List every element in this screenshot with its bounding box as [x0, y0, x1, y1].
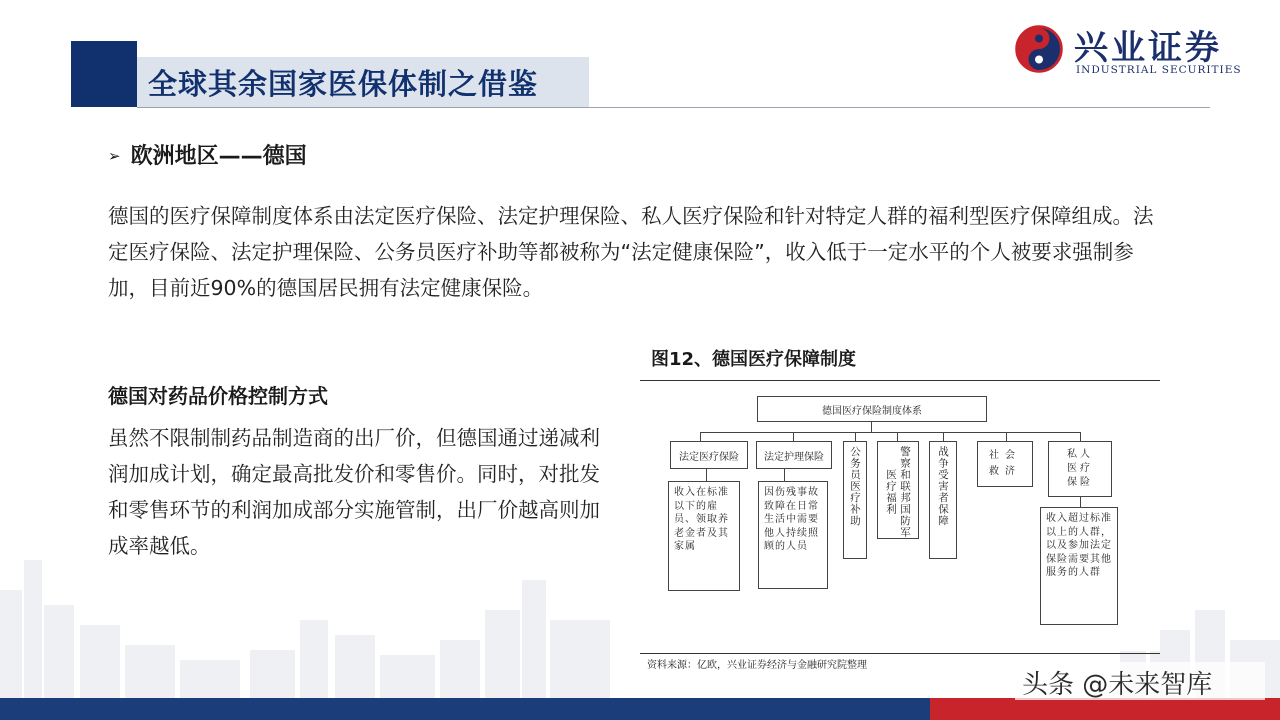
root-node-label: 德国医疗保险制度体系: [822, 405, 922, 417]
connector-b2: [793, 432, 794, 441]
branch-social-assistance-label: 社会救济: [989, 450, 1021, 477]
branch-statutory-health-label: 法定医疗保险: [679, 451, 739, 463]
connector-b1-desc: [706, 469, 707, 481]
branch-statutory-health: [670, 441, 748, 469]
branch-statutory-care-desc: 因伤残事故致障在日常生活中需要他人持续照顾的人员: [758, 481, 828, 589]
branch-statutory-care-label: 法定护理保险: [764, 451, 824, 463]
branch-private-label: 私人医疗保险: [1067, 449, 1093, 488]
branch-statutory-care: [756, 441, 832, 469]
footer-accent: [930, 698, 1280, 720]
connector-horizontal: [700, 432, 1080, 433]
connector-b7-desc: [1080, 497, 1081, 507]
swirl-logo-icon: [1012, 22, 1066, 76]
branch-private-desc: 收入超过标准以上的人群，以及参加法定保险需要其他服务的人群: [1040, 507, 1118, 625]
branch-war-victims-label: 战争受害者保障: [937, 446, 949, 527]
figure-title: 图12、德国医疗保障制度: [651, 349, 857, 370]
section-heading-text: 欧洲地区——德国: [130, 144, 307, 169]
header-divider: [137, 107, 1210, 108]
section-heading: [108, 139, 307, 170]
company-logo: [1012, 20, 1262, 82]
figure-bottom-rule: [640, 653, 1160, 654]
connector-b6: [1006, 432, 1007, 441]
drug-price-heading: 德国对药品价格控制方式: [108, 384, 328, 408]
connector-b5: [943, 432, 944, 441]
page-title: 全球其余国家医保体制之借鉴: [148, 67, 539, 101]
connector-b7: [1080, 432, 1081, 441]
branch-civil-servant: [843, 441, 867, 559]
connector-b1: [700, 432, 701, 441]
connector-b4: [897, 432, 898, 441]
arrow-bullet-icon: ➢: [108, 147, 121, 165]
root-node: [757, 396, 987, 422]
branch-private: [1048, 441, 1112, 497]
watermark-text: 头条 @未来智库: [1022, 670, 1213, 700]
figure-source: 资料来源：亿欧，兴业证券经济与金融研究院整理: [647, 660, 867, 671]
connector-b3: [855, 432, 856, 441]
drug-price-text: 虽然不限制制药品制造商的出厂价，但德国通过递减利润加成计划，确定最高批发价和零售价。同时，对批发和零售环节的利润加成部分实施管制，出厂价越高则加成率越低。: [108, 426, 600, 558]
branch-statutory-health-desc: 收入在标准以下的雇员、领取养老金者及其家属: [668, 481, 740, 591]
insurance-system-diagram: [640, 381, 1160, 651]
footer-bar: [0, 698, 930, 720]
connector-root-down: [871, 422, 872, 432]
logo-english-name: INDUSTRIAL SECURITIES: [1076, 64, 1242, 76]
logo-chinese-name: 兴业证券: [1074, 28, 1222, 68]
connector-b2-desc: [784, 469, 785, 481]
branch-police-military: [877, 441, 919, 539]
branch-civil-servant-label: 公务员医疗补助: [849, 446, 861, 527]
intro-paragraph: 德国的医疗保障制度体系由法定医疗保险、法定护理保险、私人医疗保险和针对特定人群的福利型医疗保障组成。法定医疗保险、法定护理保险、公务员医疗补助等都被称为“法定健康保险”，收入低于一定水平的个人被要求强制参加，目前近90%的德国居民拥有法定健康保险。: [108, 204, 1154, 300]
branch-police-military-label: 警察和联邦国防军医疗福利: [885, 445, 911, 538]
title-accent-block: [71, 41, 137, 107]
branch-war-victims: [929, 441, 957, 559]
branch-social-assistance: [977, 441, 1033, 487]
